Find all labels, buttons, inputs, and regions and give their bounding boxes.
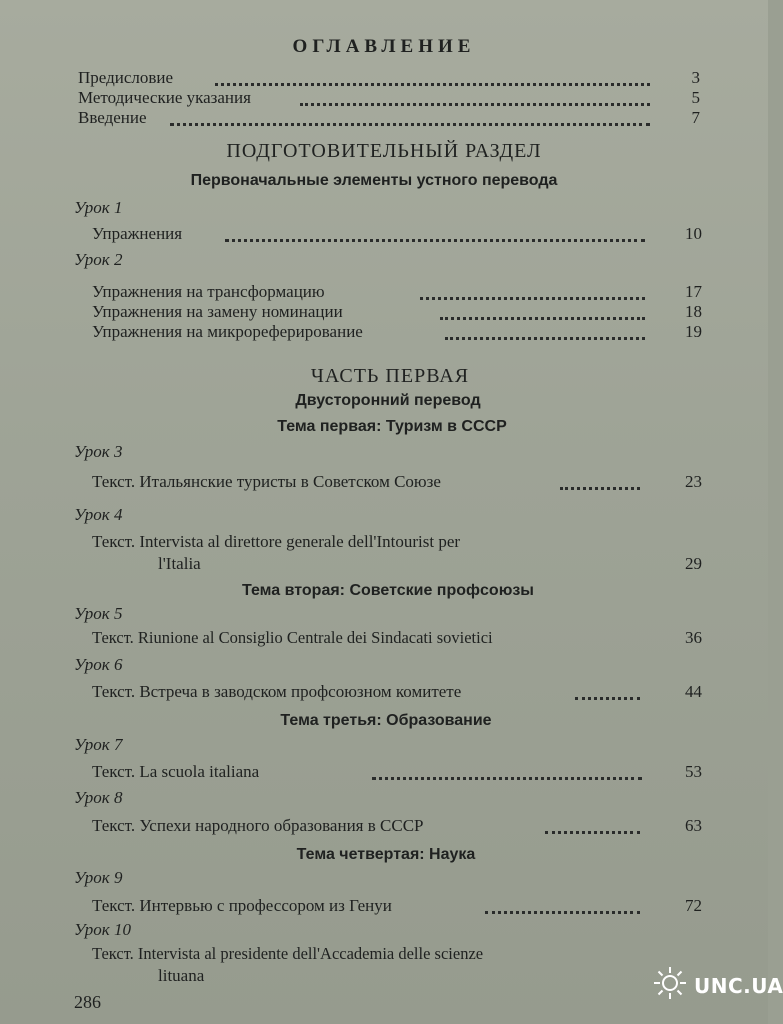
- leader-dots: [170, 113, 650, 126]
- footer-page-number: 286: [74, 992, 101, 1012]
- toc-label: Предисловие: [78, 68, 174, 87]
- page-number: 44: [685, 682, 702, 701]
- page-number: 53: [685, 762, 702, 781]
- section-heading: ЧАСТЬ ПЕРВАЯ: [310, 365, 470, 387]
- page-number: 17: [685, 282, 702, 301]
- toc-row: [0, 108, 768, 132]
- section-subheading: Первоначальные элементы устного перевода: [190, 172, 558, 189]
- toc-label-continued: lituana: [158, 966, 205, 985]
- page-number: 5: [691, 88, 700, 107]
- page-number: 63: [685, 816, 702, 835]
- sun-logo-icon: [652, 965, 688, 1006]
- page-number: 10: [685, 224, 702, 243]
- leader-dots: [485, 901, 640, 914]
- toc-label: Методические указания: [78, 88, 251, 107]
- toc-row: [0, 628, 768, 652]
- theme-heading: Тема четвертая: Наука: [296, 846, 476, 863]
- toc-label: Упражнения: [92, 224, 183, 243]
- leader-dots: [300, 93, 650, 106]
- toc-label-continued: l'Italia: [158, 554, 201, 573]
- lesson-label: Урок 9: [74, 868, 123, 887]
- toc-label: Текст. Встреча в заводском профсоюзном комитете: [92, 682, 462, 701]
- lesson-label: Урок 3: [74, 442, 123, 461]
- lesson-label: Урок 6: [74, 655, 123, 674]
- toc-row: [0, 816, 768, 840]
- leader-dots: [575, 687, 640, 700]
- leader-dots: [445, 327, 645, 340]
- leader-dots: [560, 477, 640, 490]
- page-number: 19: [685, 322, 702, 341]
- toc-label: Упражнения на микрореферирование: [92, 322, 363, 341]
- toc-label: Текст. Итальянские туристы в Советском Союзе: [92, 472, 441, 491]
- leader-dots: [420, 287, 645, 300]
- leader-dots: [225, 229, 645, 242]
- lesson-label: Урок 5: [74, 604, 123, 623]
- page-number: 29: [685, 554, 702, 573]
- lesson-label: Урок 7: [74, 735, 123, 754]
- section-heading: ПОДГОТОВИТЕЛЬНЫЙ РАЗДЕЛ: [226, 140, 542, 162]
- toc-row: [0, 532, 768, 578]
- toc-label: Текст. La scuola italiana: [92, 762, 260, 781]
- toc-row: [0, 682, 768, 706]
- toc-row: [0, 224, 768, 248]
- page-number: 7: [691, 108, 700, 127]
- theme-heading: Тема первая: Туризм в СССР: [277, 418, 507, 435]
- toc-label: Текст. Intervista al presidente dell'Accademia delle scienze: [92, 944, 484, 963]
- leader-dots: [215, 73, 650, 86]
- toc-label: Упражнения на замену номинации: [92, 302, 343, 321]
- section-subheading: Двусторонний перевод: [295, 392, 481, 409]
- leader-dots: [372, 767, 642, 780]
- toc-row: [0, 896, 768, 920]
- toc-row: [0, 762, 768, 786]
- toc-label: Текст. Riunione al Consiglio Centrale dei Sindacati sovietici: [92, 628, 493, 647]
- lesson-label: Урок 1: [74, 198, 123, 217]
- theme-heading: Тема третья: Образование: [280, 712, 492, 729]
- leader-dots: [440, 307, 645, 320]
- page-number: 36: [685, 628, 702, 647]
- toc-row: [0, 322, 768, 346]
- lesson-label: Урок 8: [74, 788, 123, 807]
- toc-label: Текст. Успехи народного образования в СССР: [92, 816, 424, 835]
- lesson-label: Урок 2: [74, 250, 123, 269]
- lesson-label: Урок 4: [74, 505, 123, 524]
- page-number: 23: [685, 472, 702, 491]
- watermark: [652, 965, 783, 1006]
- page-number: 3: [691, 68, 700, 87]
- page-number: 18: [685, 302, 702, 321]
- leader-dots: [545, 821, 640, 834]
- page-number: 72: [685, 896, 702, 915]
- toc-label: Введение: [78, 108, 147, 127]
- toc-row: [0, 472, 768, 496]
- lesson-label: Урок 10: [74, 920, 131, 939]
- page-title: ОГЛАВЛЕНИЕ: [292, 36, 476, 57]
- toc-label: Текст. Intervista al direttore generale dell'Intourist per: [92, 532, 461, 551]
- watermark-text: UNC.UA: [694, 973, 783, 998]
- toc-label: Упражнения на трансформацию: [92, 282, 325, 301]
- theme-heading: Тема вторая: Советские профсоюзы: [242, 582, 534, 599]
- toc-label: Текст. Интервью с профессором из Генуи: [92, 896, 392, 915]
